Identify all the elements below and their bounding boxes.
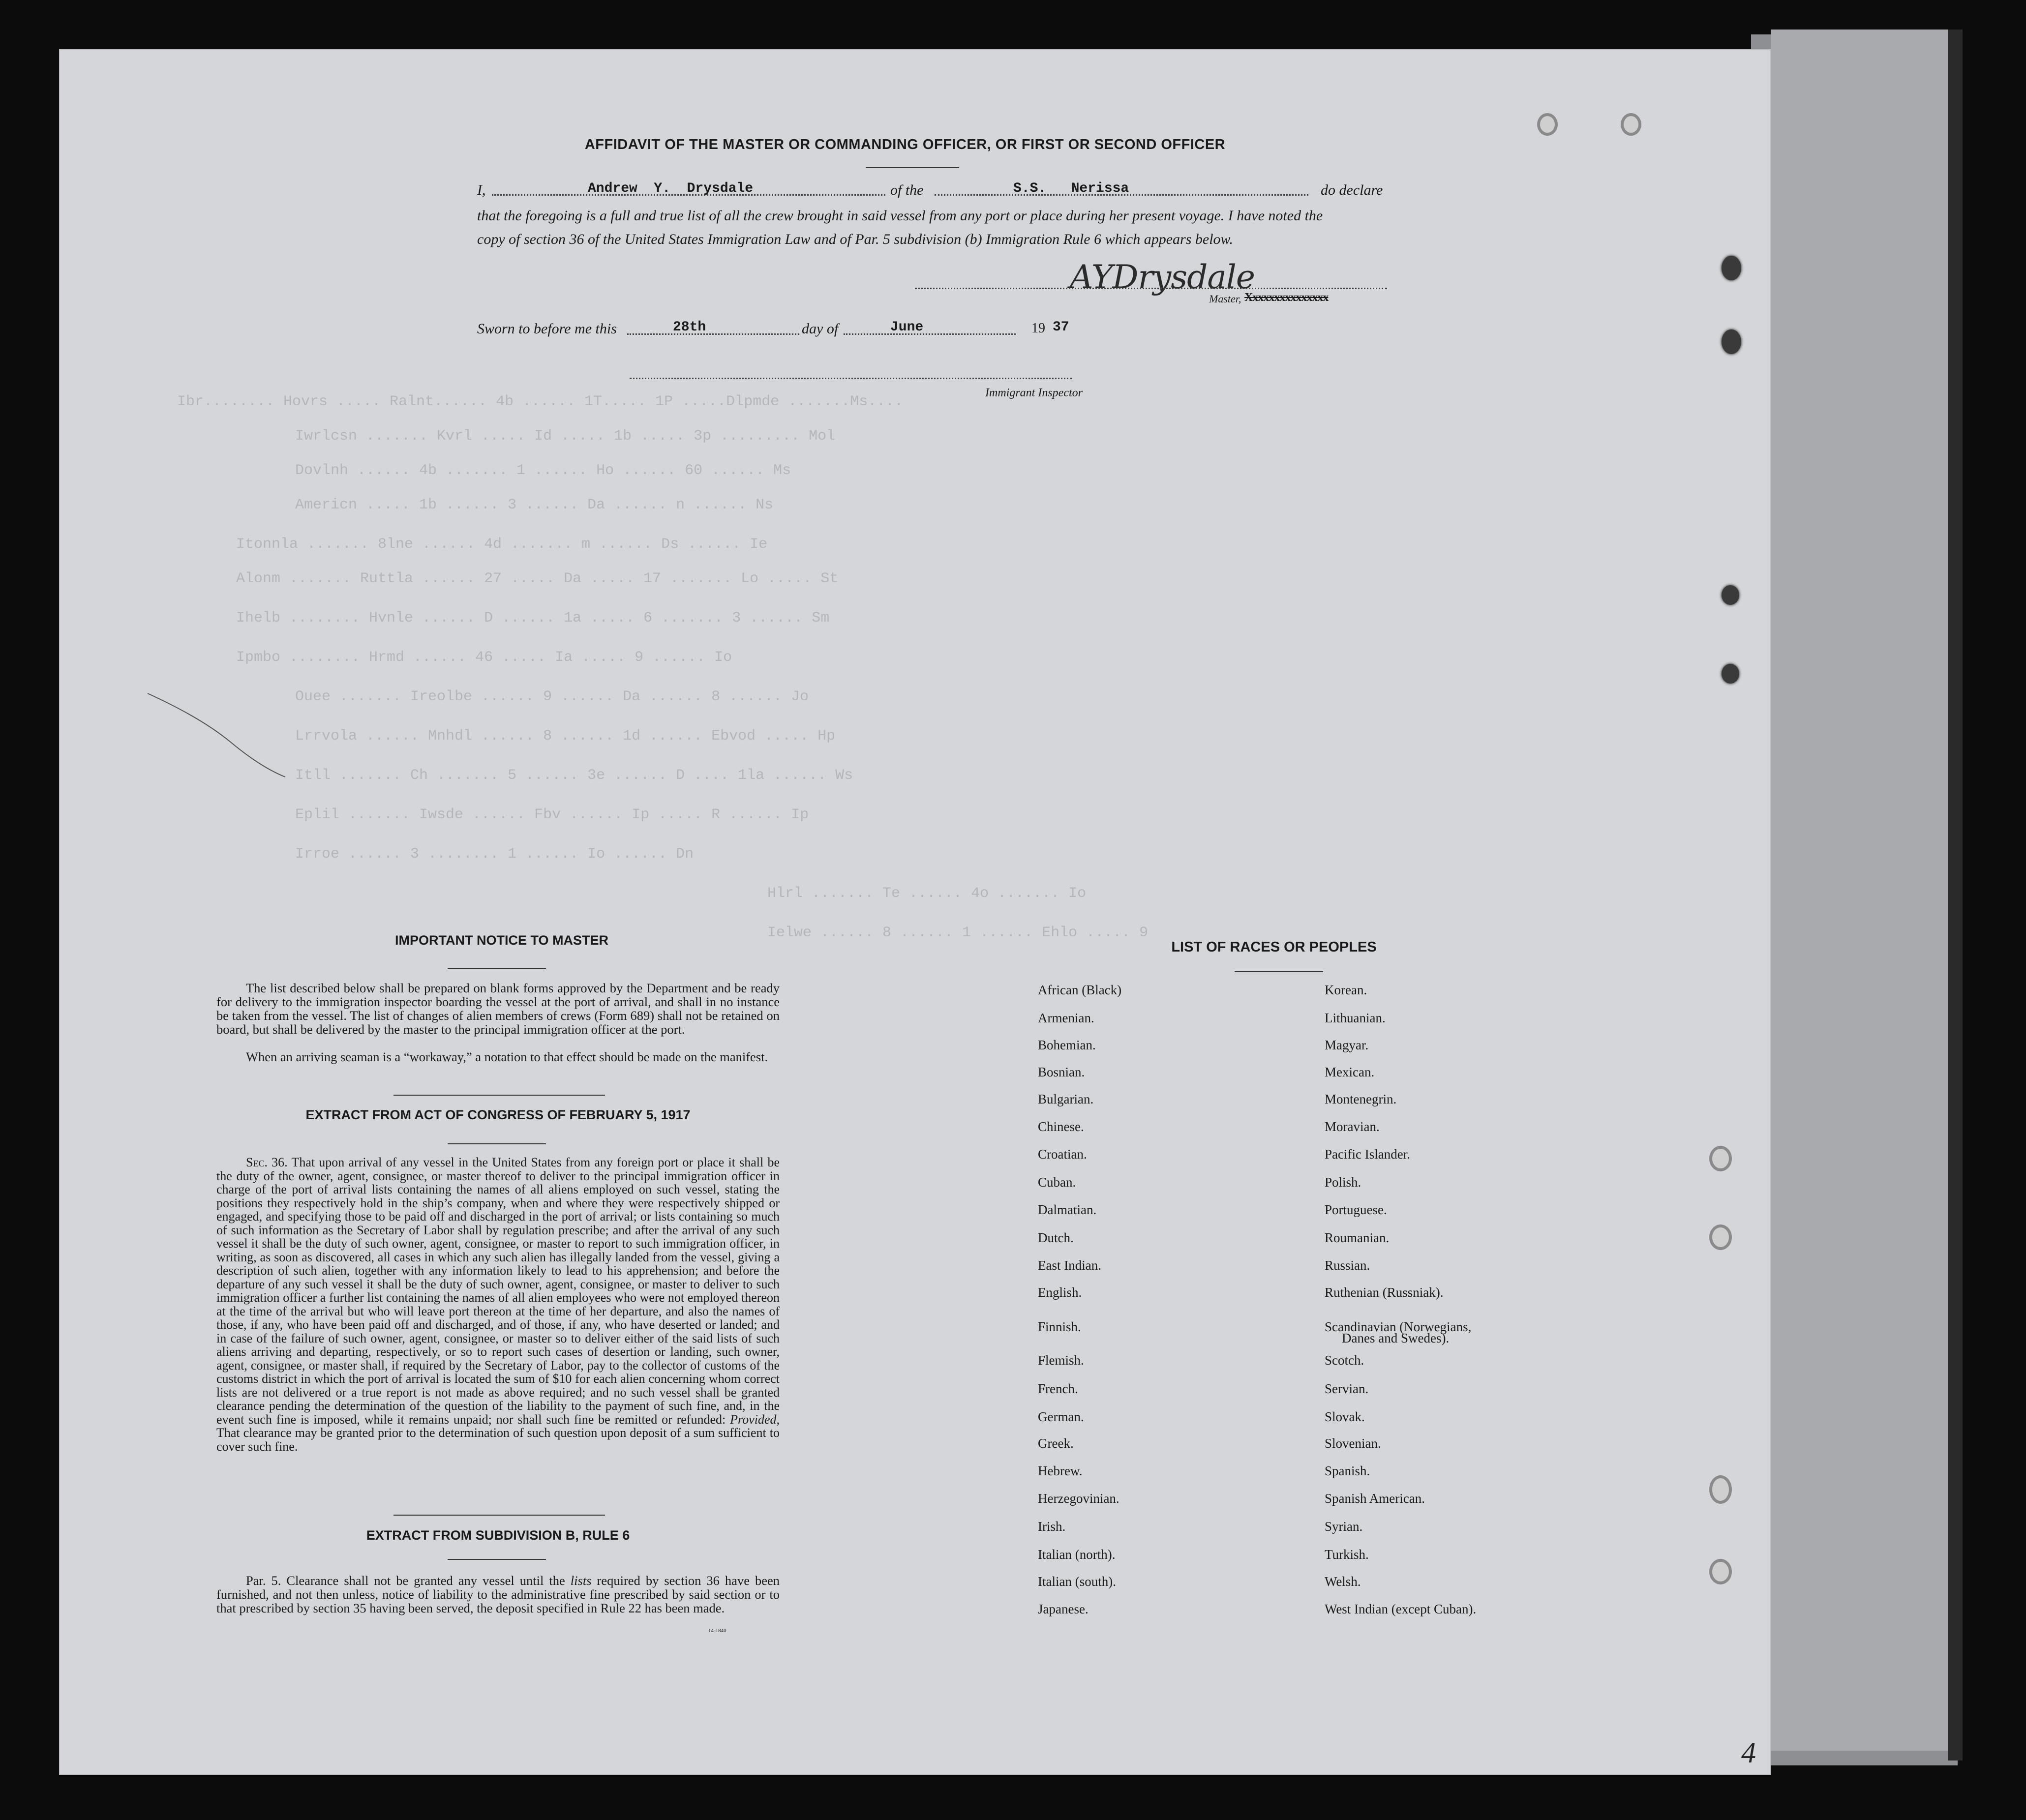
notice-workaway-paragraph: When an arriving seaman is a “workaway,” a notation to that effect should be made on the manifest. bbox=[246, 1049, 768, 1064]
races-title: LIST OF RACES OR PEOPLES bbox=[1171, 939, 1377, 955]
affidavit-line-3: copy of section 36 of the United States Immigration Law and of Par. 5 subdivision (b) Immigration Rule 6 which appears below. bbox=[477, 231, 1233, 247]
race-left-item: Greek. bbox=[1038, 1436, 1074, 1451]
act-rule bbox=[448, 1143, 546, 1144]
race-left-item: Flemish. bbox=[1038, 1353, 1084, 1368]
race-left-item: Cuban. bbox=[1038, 1175, 1076, 1190]
rule-text-a: Par. 5. Clearance shall not be granted any vessel until the bbox=[246, 1573, 565, 1588]
inspector-line bbox=[630, 378, 1072, 379]
race-right-item: Scotch. bbox=[1325, 1353, 1364, 1368]
race-left-item: East Indian. bbox=[1038, 1258, 1101, 1273]
provided-label: Provided, bbox=[730, 1412, 780, 1427]
affidavit-title: AFFIDAVIT OF THE MASTER OR COMMANDING OFFICER, OR FIRST OR SECOND OFFICER bbox=[584, 137, 1226, 152]
notice-title: IMPORTANT NOTICE TO MASTER bbox=[395, 933, 608, 948]
race-right-item: West Indian (except Cuban). bbox=[1325, 1602, 1477, 1616]
race-left-item: Bulgarian. bbox=[1038, 1092, 1094, 1106]
act-extract-title: EXTRACT FROM ACT OF CONGRESS OF FEBRUARY 5, 1917 bbox=[305, 1107, 691, 1122]
rule-extract-title: EXTRACT FROM SUBDIVISION B, RULE 6 bbox=[366, 1528, 630, 1543]
race-right-item: Lithuanian. bbox=[1325, 1011, 1386, 1025]
year-prefix: 19 bbox=[1031, 321, 1045, 336]
do-declare-label: do declare bbox=[1321, 182, 1383, 198]
of-the-label: of the bbox=[890, 182, 924, 198]
act-rule-2 bbox=[393, 1515, 605, 1516]
punch-hole bbox=[1722, 585, 1739, 605]
master-title-label: Master, bbox=[1209, 293, 1241, 305]
race-left-item: Italian (south). bbox=[1038, 1574, 1116, 1589]
race-right-item: Korean. bbox=[1325, 983, 1367, 997]
section-36-paragraph bbox=[216, 1156, 780, 1453]
race-left-item: Hebrew. bbox=[1038, 1463, 1083, 1478]
race-right-item: Ruthenian (Russniak). bbox=[1325, 1285, 1444, 1300]
rule-text-b: required by section 36 have been furnished, and not then unless, notice of liability to the administrative fine prescribed by said section or to that prescribed by section 35 having been served, the deposit specified in Rule 22 has been made. bbox=[216, 1573, 780, 1615]
race-right-item: Magyar. bbox=[1325, 1038, 1369, 1052]
race-left-item: Irish. bbox=[1038, 1519, 1066, 1534]
punch-hole bbox=[1709, 1146, 1732, 1171]
race-right-item: Spanish American. bbox=[1325, 1491, 1425, 1506]
punch-hole bbox=[1709, 1475, 1732, 1504]
race-left-item: Chinese. bbox=[1038, 1119, 1084, 1134]
vessel-field: S.S. Nerissa bbox=[1013, 181, 1129, 196]
punch-hole bbox=[1621, 113, 1641, 136]
race-right-item: Pacific Islander. bbox=[1325, 1147, 1410, 1162]
race-left-item: English. bbox=[1038, 1285, 1082, 1300]
rule-rule bbox=[448, 1559, 546, 1560]
race-right-item: Turkish. bbox=[1325, 1547, 1369, 1562]
rule-paragraph bbox=[216, 1574, 780, 1615]
race-right-item: Servian. bbox=[1325, 1381, 1369, 1396]
background-sheet-inner bbox=[1771, 30, 1948, 1751]
race-right-item: Syrian. bbox=[1325, 1519, 1363, 1534]
race-left-item: Italian (north). bbox=[1038, 1547, 1116, 1562]
race-right-item: Slovak. bbox=[1325, 1409, 1365, 1424]
race-left-item: African (Black) bbox=[1038, 983, 1122, 997]
rule-lists-word: lists bbox=[570, 1573, 592, 1588]
race-left-item: French. bbox=[1038, 1381, 1078, 1396]
paper-crease bbox=[143, 688, 300, 787]
sworn-month: June bbox=[890, 320, 924, 335]
notice-rule-2 bbox=[393, 1095, 605, 1096]
race-left-item: Croatian. bbox=[1038, 1147, 1087, 1162]
race-right-item: Roumanian. bbox=[1325, 1230, 1390, 1245]
race-right-item: Moravian. bbox=[1325, 1119, 1380, 1134]
punch-hole bbox=[1722, 256, 1741, 280]
race-left-item: Bohemian. bbox=[1038, 1038, 1096, 1052]
affidavit-line-2: that the foregoing is a full and true list of all the crew brought in said vessel from any port or place during her present voyage. I have noted the bbox=[477, 208, 1323, 224]
bleed-through: Ibr........ Hovrs ..... Ralnt...... 4b ...... 1T..... 1P .....Dlpmde .......Ms.... Iwrlcsn ....... Kvrl ..... Id ..... 1b ..... 3p ......... Mol Dovlnh ...... 4b ....... 1 ...... Ho ...... 60 ...... Ms Americn ..... 1b ...... 3 ...... Da ...... n ...... Ns Itonnla ....... 8lne ...... 4d ....... m ...... Ds ...... Ie Alonm ....... Ruttla ...... 27 ..... Da ..... 17 ....... Lo ..... St Ihelb ........ Hvnle ...... D ...... 1a ..... 6 ....... 3 ...... Sm Ipmbo ........ Hrmd ...... 46 ..... Ia ..... 9 ...... Io Ouee ....... Ireolbe ...... 9 ...... Da ...... 8 ...... Jo Lrrvola ...... Mnhdl ...... 8 ...... 1d ...... Ebvod ..... Hp Itll ....... Ch ....... 5 ...... 3e ...... D .... 1la ...... Ws Eplil ....... Iwsde ...... Fbv ...... Ip ..... R ...... Ip Irroe ...... 3 ........ 1 ...... Io ...... Dn Hlrl ....... Te ...... 4o ....... Io Ielwe ...... 8 ...... 1 ...... Ehlo ..... 9 bbox=[177, 393, 1149, 941]
punch-hole bbox=[1722, 329, 1741, 354]
race-left-item: Armenian. bbox=[1038, 1011, 1094, 1025]
i-label: I, bbox=[477, 182, 486, 198]
race-right-item: Russian. bbox=[1325, 1258, 1370, 1273]
race-right-item: Scandinavian (Norwegians, bbox=[1325, 1319, 1472, 1334]
race-right-item: Mexican. bbox=[1325, 1065, 1375, 1079]
race-left-item: Finnish. bbox=[1038, 1319, 1081, 1334]
section-36-text-end: That clearance may be granted prior to the determination of such question upon deposit of a sum sufficient to cover such fine. bbox=[216, 1426, 780, 1454]
punch-hole bbox=[1537, 113, 1558, 136]
sworn-label: Sworn to before me this bbox=[477, 321, 617, 337]
race-right-item: Polish. bbox=[1325, 1175, 1361, 1190]
master-name-field: Andrew Y. Drysdale bbox=[588, 181, 754, 196]
race-left-item: German. bbox=[1038, 1409, 1084, 1424]
race-scandinavian-cont: Danes and Swedes). bbox=[1342, 1331, 1450, 1345]
race-right-item: Welsh. bbox=[1325, 1574, 1361, 1589]
day-of-label: day of bbox=[802, 321, 839, 337]
race-left-item: Japanese. bbox=[1038, 1602, 1089, 1616]
inspector-label: Immigrant Inspector bbox=[985, 387, 1083, 399]
punch-hole bbox=[1709, 1559, 1732, 1584]
notice-rule bbox=[448, 968, 546, 969]
sworn-day: 28th bbox=[673, 320, 706, 335]
race-left-item: Dutch. bbox=[1038, 1230, 1074, 1245]
race-right-item: Montenegrin. bbox=[1325, 1092, 1397, 1106]
struck-title: Xxxxxxxxxxxxxxx bbox=[1244, 291, 1329, 304]
form-number: 14-1840 bbox=[708, 1628, 726, 1634]
race-right-item: Slovenian. bbox=[1325, 1436, 1381, 1451]
master-signature: AYDrysdale bbox=[1070, 258, 1255, 296]
races-rule bbox=[1235, 971, 1323, 972]
day-line bbox=[627, 333, 799, 335]
race-right-item: Portuguese. bbox=[1325, 1202, 1387, 1217]
race-right-item: Spanish. bbox=[1325, 1463, 1370, 1478]
page-number: 4 bbox=[1741, 1736, 1756, 1769]
race-left-item: Bosnian. bbox=[1038, 1065, 1085, 1079]
punch-hole bbox=[1722, 664, 1739, 684]
section-36-text: That upon arrival of any vessel in the United States from any foreign port or place it shall be the duty of the owner, agent, consignee, or master thereof to deliver to the principal immigration officer in charge of the port of arrival lists containing the names of all aliens employed on such vessel, stating the positions they respectively hold in the ship’s company, when and where they were respectively shipped or engaged, and specifying those to be paid off and discharged in the port of arrival; or lists containing so much of such information as the Secretary of Labor shall by regulation prescribe; and after the arrival of any such vessel it shall be the duty of such owner, agent, consignee, or master to report to such immigration officer, in writing, as soon as discovered, all cases in which any such alien has illegally landed from the vessel, giving a description of such alien, together with any information likely to lead to his apprehension; and before the departure of any such vessel it shall be the duty of such owner, agent, consignee, or master to deliver to such immigration officer a further list containing the names of all alien employees who were not employed thereon at the time of the arrival but who will leave port thereon at the time of her departure, and also the names of those, if any, who have been paid off and discharged, and of those, if any, who have deserted or landed; and in case of the failure of such owner, agent, consignee, or master so to deliver either of the said lists of such aliens arriving and departing, respectively, or so to report such cases of desertion or landing, such owner, agent, consignee, or master shall, if required by the Secretary of Labor, pay to the collector of customs of the customs district in which the port of arrival is located the sum of $10 for each alien concerning whom correct lists are not delivered or a true report is not made as above required; and no such vessel shall be granted clearance pending the determination of the question of the liability to the payment of such fine, and, in the event such fine is imposed, while it remains unpaid; nor shall such fine be remitted or refunded: bbox=[216, 1155, 780, 1427]
punch-hole bbox=[1709, 1224, 1732, 1250]
title-rule bbox=[866, 167, 959, 168]
race-left-item: Herzegovinian. bbox=[1038, 1491, 1119, 1506]
race-left-item: Dalmatian. bbox=[1038, 1202, 1097, 1217]
signature-line bbox=[915, 288, 1387, 289]
binding-edge bbox=[1948, 30, 1963, 1760]
section-label: Sec. 36. bbox=[246, 1155, 288, 1169]
month-line bbox=[844, 333, 1016, 335]
sworn-year: 37 bbox=[1053, 320, 1069, 335]
notice-paragraph: The list described below shall be prepared on blank forms approved by the Department and be ready for delivery to the immigration inspector boarding the vessel at the port of arrival, and shall in no instance be taken from the vessel. The list of changes of alien members of crews (Form 689) shall not be retained on board, but shall be delivered by the master to the principal immigration officer at the port. bbox=[216, 981, 780, 1037]
